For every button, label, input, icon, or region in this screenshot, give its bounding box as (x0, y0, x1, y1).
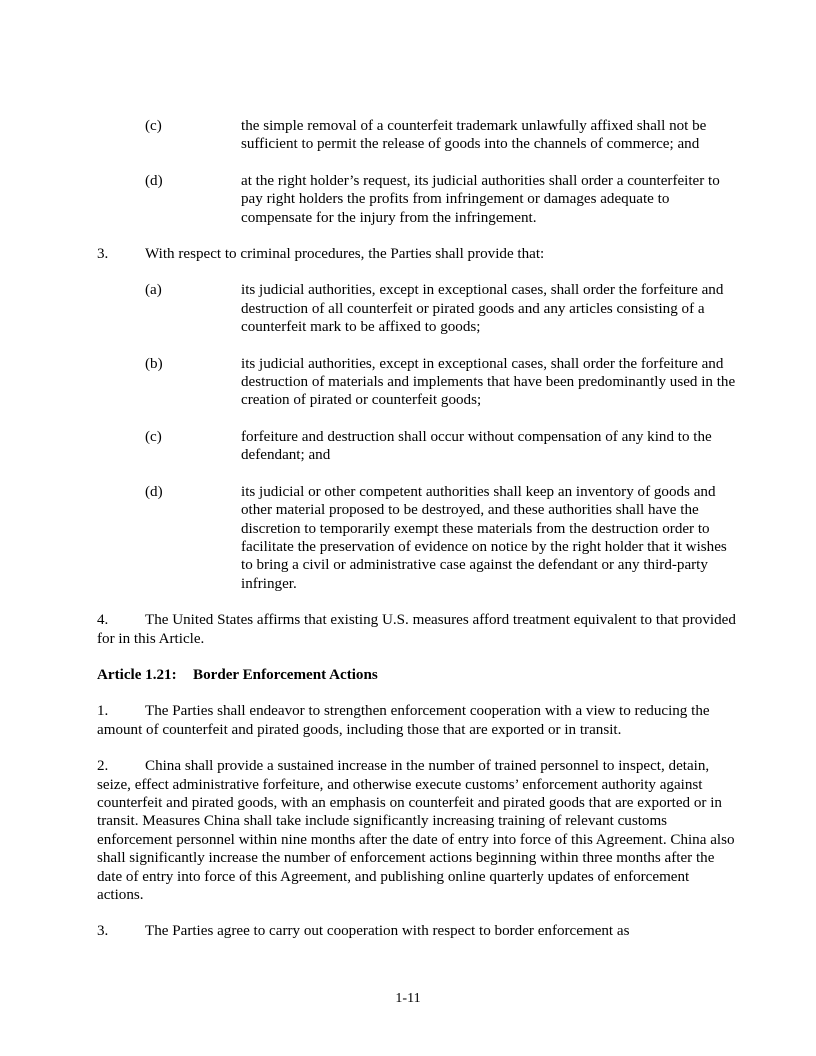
article-title: Border Enforcement Actions (193, 666, 378, 683)
item-text: its judicial authorities, except in exceptional cases, shall order the forfeiture and destruction of all counterfeit or pirated goods and any articles consisting of a counterfeit mark to be affixed to goods; (241, 282, 724, 336)
list-item (145, 355, 737, 410)
paragraph-text: The United States affirms that existing U.S. measures afford treatment equivalent to that provided for in this Article. (97, 612, 736, 647)
paragraph-text: China shall provide a sustained increase in the number of trained personnel to inspect, detain, seize, effect administrative forfeiture, and otherwise execute customs’ enforcement authority against counterfeit and pirated goods, with an emphasis on counterfeit and pirated goods that are exported or in transit. Measures China shall take include significantly increasing training of relevant customs enforcement personnel within nine months after the date of entry into force of this Agreement. China also shall significantly increase the number of enforcement actions beginning within three months after the date of entry into force of this Agreement, and publishing online quarterly updates of enforcement actions. (97, 758, 735, 903)
paragraph-text: The Parties agree to carry out cooperation with respect to border enforcement as (145, 923, 630, 940)
list-item (145, 428, 737, 465)
page-number: 1-11 (395, 991, 421, 1006)
item-marker: (c) (145, 118, 162, 134)
item-text: its judicial authorities, except in exceptional cases, shall order the forfeiture and destruction of materials and implements that have been predominantly used in the creation of pirated or counterfeit goods; (241, 355, 736, 409)
paragraph-text: The Parties shall endeavor to strengthen enforcement cooperation with a view to reducing the amount of counterfeit and pirated goods, including those that are exported or in transit. (97, 703, 710, 738)
document-body (97, 117, 737, 959)
paragraph-number: 3. (97, 246, 109, 263)
list-item (145, 483, 737, 593)
paragraph-number: 1. (97, 703, 109, 720)
item-marker: (d) (145, 483, 163, 500)
article-number: Article 1.21: (97, 666, 177, 683)
paragraph-number: 2. (97, 758, 109, 775)
item-marker: (b) (145, 355, 163, 372)
numbered-paragraph (97, 922, 737, 940)
item-text: forfeiture and destruction shall occur without compensation of any kind to the defendant; and (241, 428, 712, 464)
article-heading (97, 666, 737, 684)
item-marker: (d) (145, 172, 163, 189)
numbered-paragraph (97, 757, 737, 904)
list-item (145, 172, 737, 227)
item-text: at the right holder’s request, its judicial authorities shall order a counterfeiter to pay right holders the profits from infringement or damages adequate to compensate for the injury from the infringement. (241, 172, 720, 226)
item-text: the simple removal of a counterfeit trademark unlawfully affixed shall not be sufficient to permit the release of goods into the channels of commerce; and (241, 118, 707, 153)
paragraph-number: 4. (97, 612, 109, 629)
item-marker: (c) (145, 428, 162, 445)
list-item (145, 117, 737, 154)
numbered-paragraph (97, 245, 737, 263)
item-text: its judicial or other competent authorities shall keep an inventory of goods and other material proposed to be destroyed, and these authorities shall have the discretion to temporarily exempt these materials from the destruction order to facilitate the preservation of evidence on notice by the right holder that it wishes to bring a civil or administrative case against the defendant or any third-party infringer. (241, 483, 727, 592)
item-marker: (a) (145, 282, 162, 299)
numbered-paragraph (97, 611, 737, 648)
paragraph-text: With respect to criminal procedures, the Parties shall provide that: (145, 246, 545, 263)
numbered-paragraph (97, 702, 737, 739)
paragraph-number: 3. (97, 923, 109, 940)
list-item (145, 281, 737, 336)
